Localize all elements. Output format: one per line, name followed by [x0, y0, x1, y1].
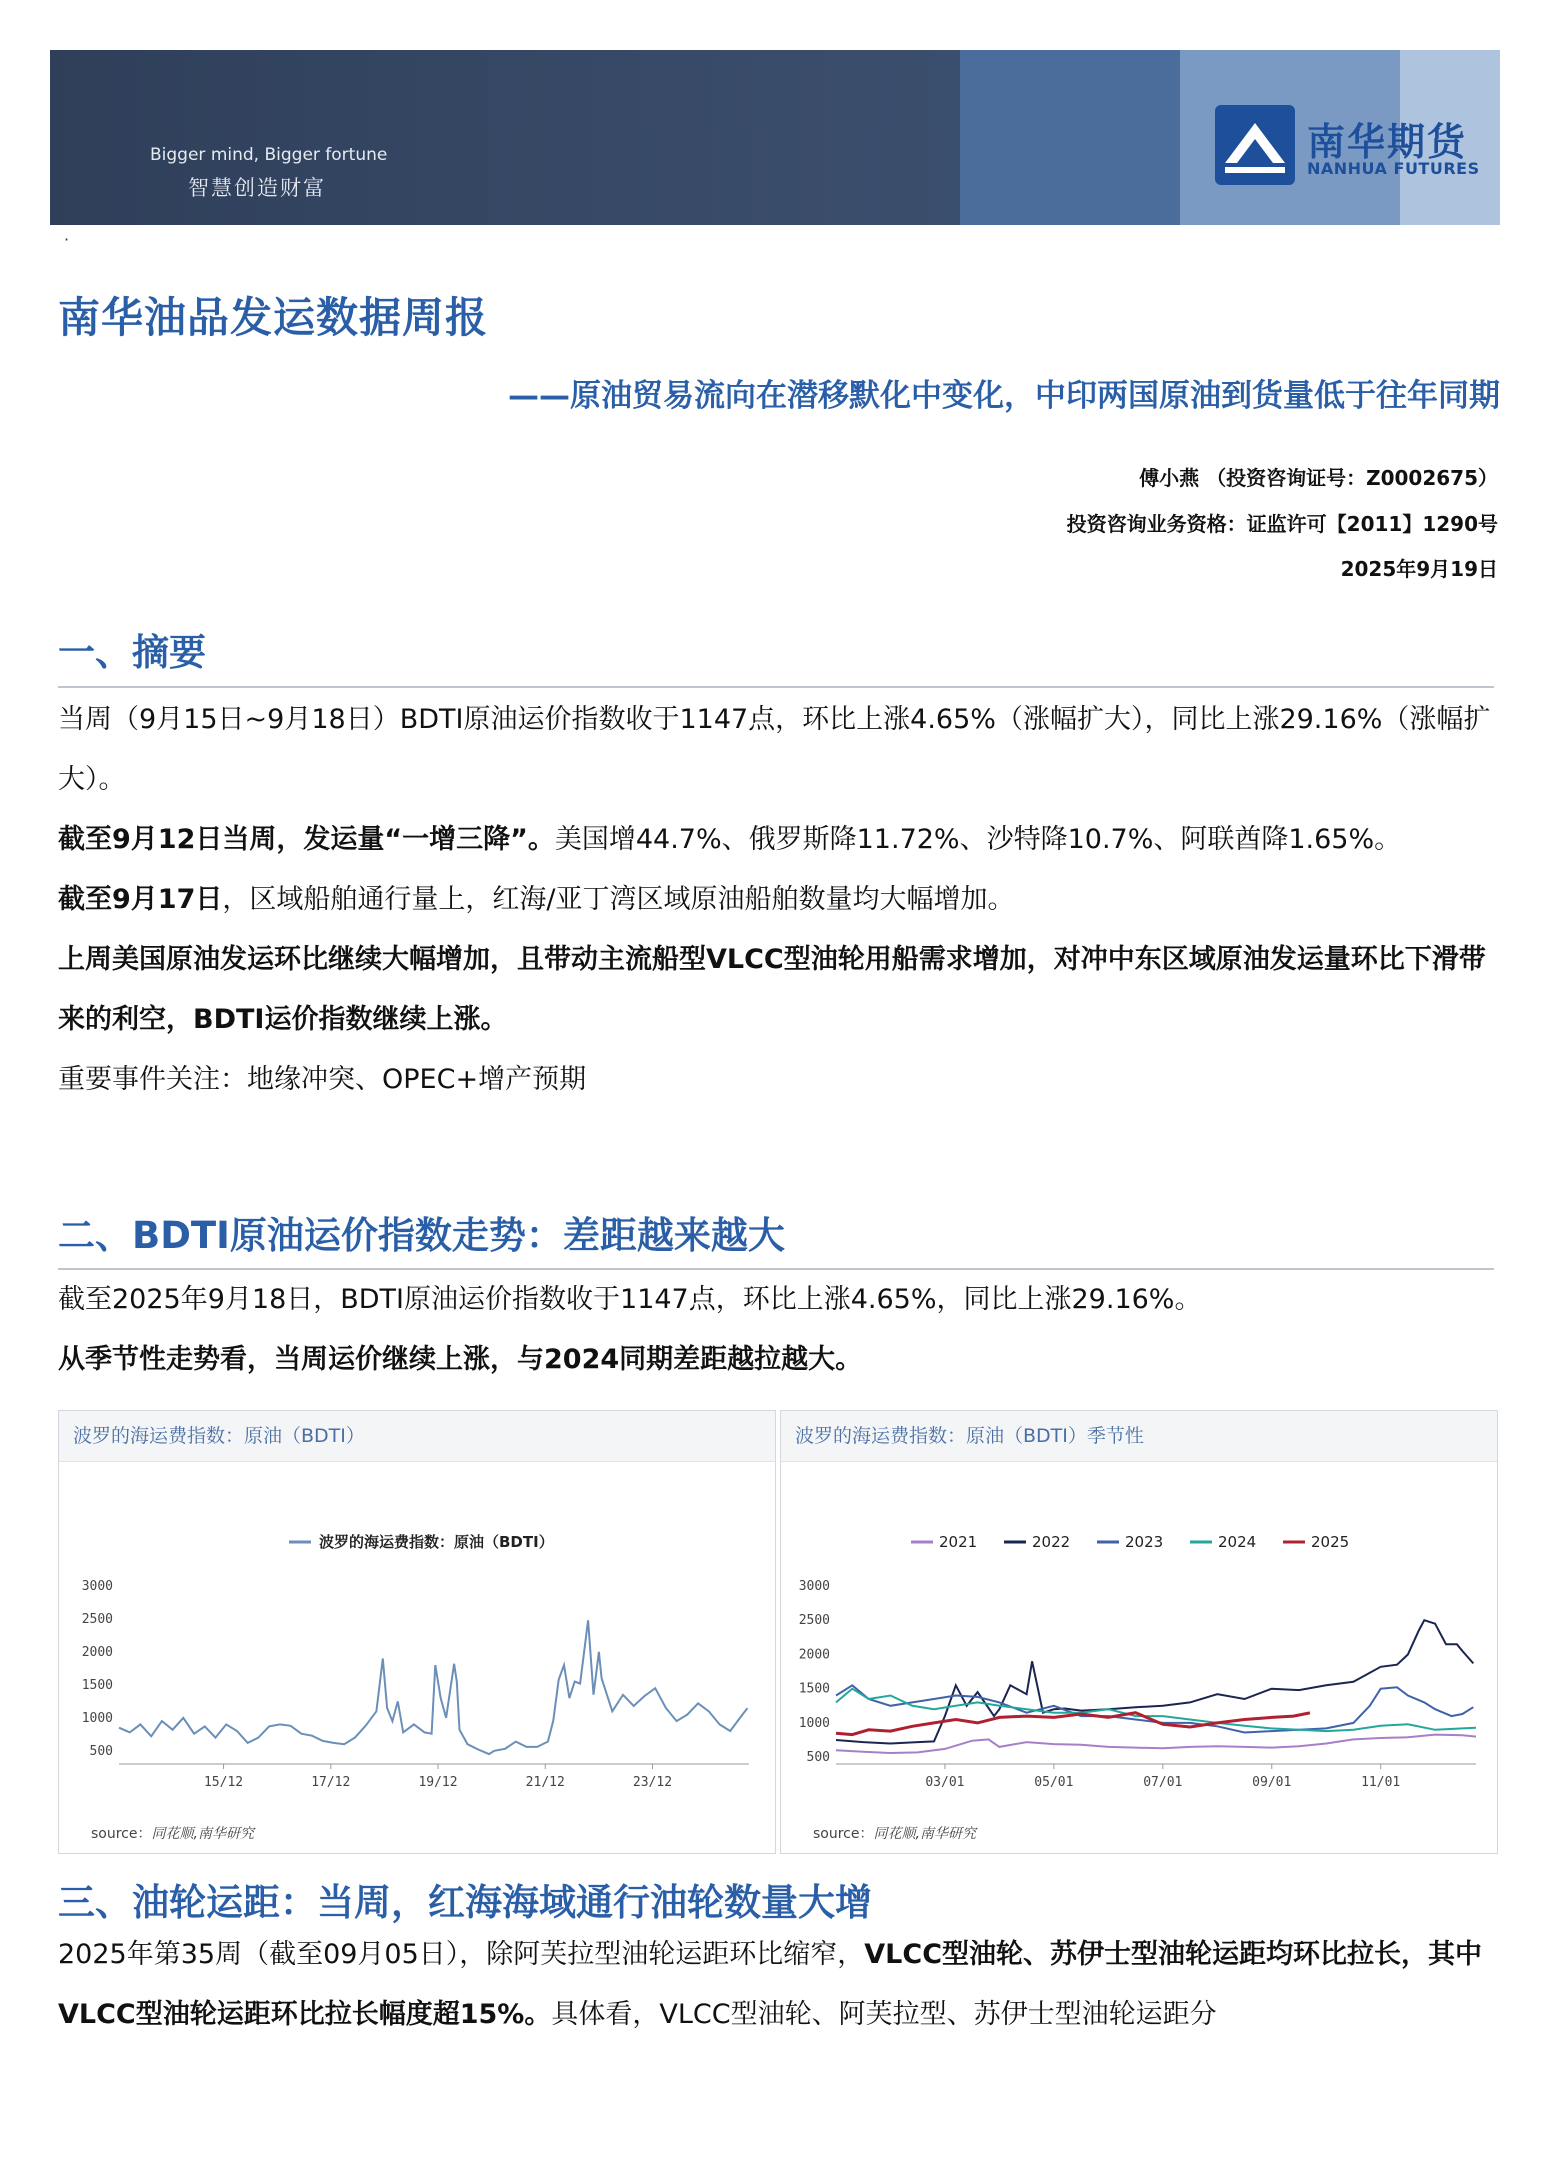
report-date: 2025年9月19日 — [1340, 557, 1498, 581]
bdti-seasonal-chart-panel — [780, 1410, 1498, 1854]
y-tick-label: 500 — [806, 1750, 830, 1766]
legend-label-2021: 2021 — [939, 1533, 978, 1551]
logo-mark-icon — [1215, 105, 1295, 185]
summary-line-2 — [58, 810, 1498, 870]
license-line: 投资咨询业务资格：证监许可【2011】1290号 — [1066, 512, 1498, 536]
chart-legend — [911, 1533, 1349, 1551]
section-heading-distance: 三、油轮运距：当周，红海海域通行油轮数量大增 — [58, 1881, 872, 1924]
slogan-zh: 智慧创造财富 — [188, 176, 326, 200]
source-value: 同花顺,南华研究 — [873, 1826, 976, 1842]
chart-source — [813, 1823, 976, 1843]
x-tick-label: 03/01 — [925, 1775, 965, 1790]
bdti-line-chart — [59, 1461, 775, 1801]
company-logo — [1215, 105, 1485, 185]
y-tick-label: 3000 — [798, 1579, 830, 1594]
section-heading-bdti: 二、BDTI原油运价指数走势：差距越来越大 — [58, 1214, 785, 1257]
chart-axes — [799, 1579, 1476, 1790]
y-tick-label: 2500 — [798, 1613, 830, 1629]
summary-line-3-text: ，区域船舶通行量上，红海/亚丁湾区域原油船舶数量均大幅增加。 — [222, 884, 1015, 915]
x-tick-label: 17/12 — [311, 1775, 351, 1790]
y-tick-label: 500 — [89, 1743, 113, 1759]
legend-label: 波罗的海运费指数：原油（BDTI） — [319, 1533, 554, 1551]
chart-panel-title: 波罗的海运费指数：原油（BDTI） — [59, 1411, 775, 1462]
distance-paragraph — [58, 1925, 1498, 2045]
distance-text-a: 2025年第35周（截至09月05日），除阿芙拉型油轮运距环比缩窄， — [58, 1939, 865, 1970]
y-tick-label: 1500 — [81, 1677, 113, 1693]
bdti-paragraph — [58, 1270, 1498, 1390]
x-tick-label: 19/12 — [418, 1775, 458, 1790]
summary-line-2-bold: 截至9月12日当周，发运量“一增三降”。 — [58, 824, 555, 855]
source-label: source： — [813, 1826, 874, 1842]
page-marker: · — [64, 230, 70, 249]
header-banner — [50, 50, 1500, 225]
x-tick-label: 11/01 — [1361, 1775, 1401, 1790]
banner-stripe — [960, 50, 1180, 225]
legend-label-2024: 2024 — [1218, 1533, 1257, 1551]
y-tick-label: 2000 — [81, 1644, 113, 1660]
summary-line-3 — [58, 870, 1498, 930]
distance-text-bold: VLCC型油轮、苏伊士型油轮运距均环比拉长，其中VLCC型油轮运距环比拉长幅度超15%。 — [58, 1939, 1483, 2030]
x-tick-label: 09/01 — [1252, 1775, 1292, 1790]
legend-label-2022: 2022 — [1032, 1533, 1071, 1551]
chart-source — [91, 1823, 254, 1843]
logo-text-en: NANHUA FUTURES — [1307, 159, 1480, 178]
summary-line-5: 重要事件关注：地缘冲突、OPEC+增产预期 — [58, 1064, 587, 1095]
chart-axes — [82, 1579, 749, 1790]
summary-line-1: 当周（9月15日~9月18日）BDTI原油运价指数收于1147点，环比上涨4.65%（涨幅扩大），同比上涨29.16%（涨幅扩大）。 — [58, 704, 1491, 795]
series-line-2024 — [836, 1689, 1476, 1731]
summary-line-4: 上周美国原油发运环比继续大幅增加，且带动主流船型VLCC型油轮用船需求增加，对冲中东区域原油发运量环比下滑带来的利空，BDTI运价指数继续上涨。 — [58, 944, 1486, 1035]
source-label: source： — [91, 1826, 152, 1842]
summary-line-3-bold: 截至9月17日 — [58, 884, 223, 915]
y-tick-label: 3000 — [81, 1579, 113, 1594]
bdti-seasonal-chart — [781, 1461, 1497, 1801]
y-tick-label: 2500 — [81, 1611, 113, 1627]
x-tick-label: 07/01 — [1143, 1775, 1183, 1790]
legend-label-2023: 2023 — [1125, 1533, 1164, 1551]
series-line-2021 — [836, 1735, 1476, 1753]
chart-legend — [289, 1533, 554, 1551]
section-divider — [58, 686, 1494, 688]
summary-paragraph — [58, 690, 1498, 1110]
y-tick-label: 1500 — [798, 1681, 830, 1697]
legend-label-2025: 2025 — [1311, 1533, 1350, 1551]
author-line: 傅小燕 （投资咨询证号：Z0002675） — [1139, 466, 1498, 490]
series-line-bdti — [119, 1620, 747, 1754]
section-heading-summary: 一、摘要 — [58, 631, 206, 674]
distance-text-c: 具体看，VLCC型油轮、阿芙拉型、苏伊士型油轮运距分 — [551, 1999, 1217, 2030]
x-tick-label: 05/01 — [1034, 1775, 1074, 1790]
bdti-chart-panel — [58, 1410, 776, 1854]
y-tick-label: 1000 — [81, 1710, 113, 1726]
y-tick-label: 2000 — [798, 1647, 830, 1663]
summary-line-2-text: 美国增44.7%、俄罗斯降11.72%、沙特降10.7%、阿联酋降1.65%。 — [554, 824, 1402, 855]
x-tick-label: 23/12 — [632, 1775, 673, 1790]
series-line-2022 — [836, 1620, 1473, 1743]
report-subtitle: ——原油贸易流向在潜移默化中变化，中印两国原油到货量低于往年同期 — [508, 378, 1500, 414]
report-title: 南华油品发运数据周报 — [58, 293, 489, 342]
x-tick-label: 15/12 — [203, 1775, 244, 1790]
chart-panel-title: 波罗的海运费指数：原油（BDTI）季节性 — [781, 1411, 1497, 1462]
logo-text-cn: 南华期货 — [1307, 120, 1468, 164]
y-tick-label: 1000 — [798, 1715, 830, 1731]
source-value: 同花顺,南华研究 — [151, 1826, 254, 1842]
bdti-line-1: 截至2025年9月18日，BDTI原油运价指数收于1147点，环比上涨4.65%，同比上涨29.16%。 — [58, 1284, 1202, 1315]
bdti-line-2: 从季节性走势看，当周运价继续上涨，与2024同期差距越拉越大。 — [58, 1344, 863, 1375]
x-tick-label: 21/12 — [525, 1775, 565, 1790]
slogan-en: Bigger mind, Bigger fortune — [150, 145, 388, 165]
